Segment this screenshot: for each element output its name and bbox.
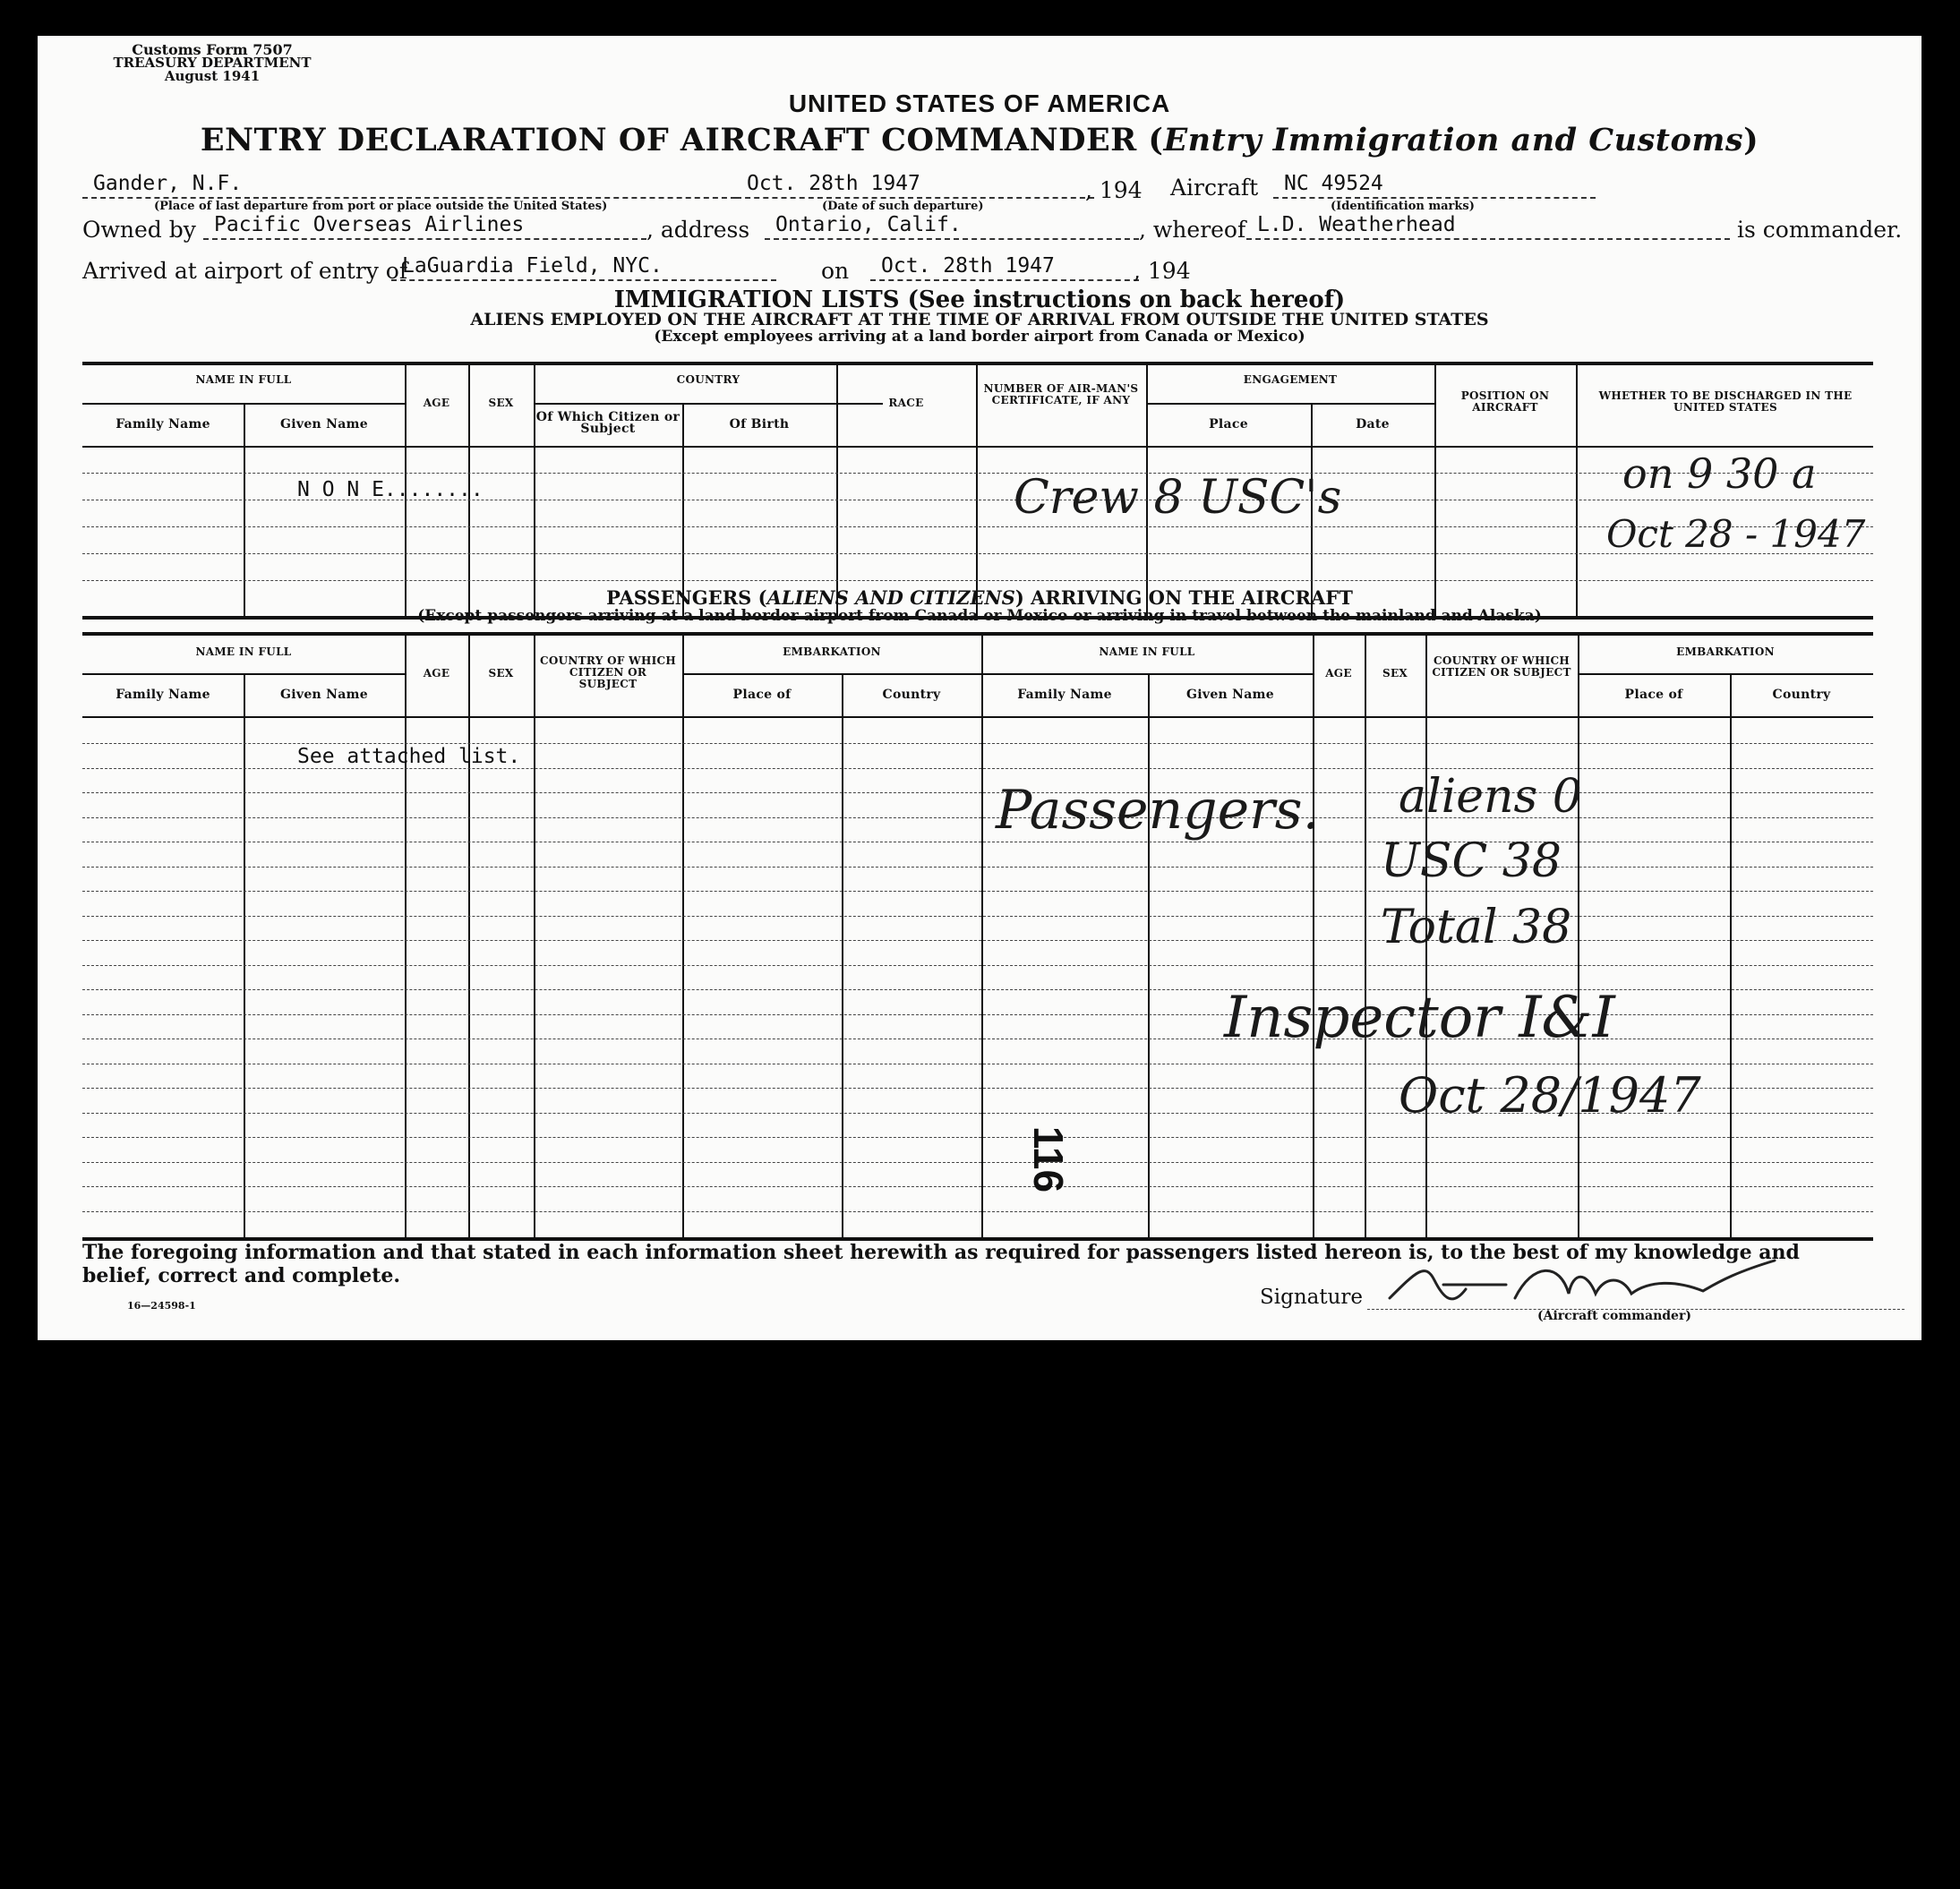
handwritten-total-count: Total 38 xyxy=(1381,901,1572,954)
title-end: ) xyxy=(1743,122,1759,158)
departure-port-field xyxy=(82,170,736,199)
passenger-embark-group-line xyxy=(682,673,1015,675)
passenger-header-name-in-full: NAME IN FULL xyxy=(195,645,292,658)
passenger-row-line xyxy=(82,792,1873,793)
address-label: , address xyxy=(646,217,750,243)
departure-date-field xyxy=(736,170,1094,199)
aircraft-marks-value: NC 49524 xyxy=(1284,172,1383,195)
title-main: ENTRY DECLARATION OF AIRCRAFT COMMANDER ( xyxy=(200,122,1164,158)
handwritten-aliens-count: aliens 0 xyxy=(1399,770,1582,824)
immigration-subheading: ALIENS EMPLOYED ON THE AIRCRAFT AT THE TIME OF ARRIVAL FROM OUTSIDE THE UNITED STATES xyxy=(470,310,1489,329)
owner-value: Pacific Overseas Airlines xyxy=(214,213,525,236)
crew-handwritten-time: on 9 30 a xyxy=(1622,449,1817,498)
passenger-header-given-name: Given Name xyxy=(280,688,368,702)
immigration-heading: IMMIGRATION LISTS (See instructions on back hereof) xyxy=(613,286,1346,313)
print-code: 16—24598-1 xyxy=(127,1300,196,1312)
passengers-heading-post: ) ARRIVING ON THE AIRCRAFT xyxy=(1014,586,1353,609)
aircraft-marks-caption: (Identification marks) xyxy=(1331,200,1475,213)
crew-table-header-border xyxy=(82,446,1873,448)
passenger-embark-group-line-2 xyxy=(1578,673,1873,675)
crew-header-place: Place xyxy=(1209,417,1248,432)
passenger-row-line xyxy=(82,940,1873,941)
is-commander-label: is commander. xyxy=(1737,217,1903,243)
passenger-header-country: Country xyxy=(882,688,941,702)
year-prefix-1-text: 194 xyxy=(1099,177,1143,203)
stamped-number: 116 xyxy=(1025,1125,1073,1193)
crew-header-citizen: Of Which Citizen or Subject xyxy=(535,410,680,436)
crew-table-top-border xyxy=(82,362,1873,365)
passenger-col-divider xyxy=(842,673,843,1237)
address-field xyxy=(765,211,1139,240)
crew-header-given-name: Given Name xyxy=(280,417,368,432)
passenger-col-divider xyxy=(1578,632,1579,1237)
year-prefix-2-text: 194 xyxy=(1147,258,1191,284)
passenger-col-divider xyxy=(1365,632,1366,1237)
crew-header-name-in-full: NAME IN FULL xyxy=(195,373,292,386)
entry-declaration-document xyxy=(38,36,1921,1340)
commander-signature xyxy=(1381,1253,1793,1311)
crew-country-group-line xyxy=(534,403,883,405)
passenger-col-divider xyxy=(981,632,983,1237)
passenger-row-line xyxy=(82,916,1873,917)
crew-col-divider xyxy=(682,403,684,618)
country-heading: UNITED STATES OF AMERICA xyxy=(788,90,1171,117)
crew-header-engagement: ENGAGEMENT xyxy=(1243,373,1338,386)
passenger-header-given-name-2: Given Name xyxy=(1186,688,1274,702)
passenger-row-line xyxy=(82,1162,1873,1163)
aircraft-label: Aircraft xyxy=(1170,175,1259,201)
passenger-header-place-of-2: Place of xyxy=(1624,688,1683,702)
passenger-header-sex-2: SEX xyxy=(1382,667,1408,680)
title-italic: Entry Immigration and Customs xyxy=(1163,122,1744,158)
passenger-header-embarkation-2: EMBARKATION xyxy=(1676,645,1775,658)
crew-handwritten-note: Crew 8 USC's xyxy=(1014,471,1342,525)
declaration-text: The foregoing information and that stated in each information sheet herewith as required for passengers listed hereon is, to the best of my knowledge and belief, correct and complete. xyxy=(82,1241,1800,1287)
passenger-row-line xyxy=(82,817,1873,818)
passengers-heading xyxy=(38,586,1921,609)
passenger-col-divider xyxy=(682,632,684,1237)
crew-header-birth: Of Birth xyxy=(729,417,790,432)
address-value: Ontario, Calif. xyxy=(775,213,962,236)
crew-row-line xyxy=(82,473,1873,474)
passenger-row-line xyxy=(82,1137,1873,1138)
form-edition-date: August 1941 xyxy=(164,68,261,84)
passenger-row-line xyxy=(82,743,1873,744)
passenger-header-country-2: Country xyxy=(1772,688,1831,702)
signature-caption: (Aircraft commander) xyxy=(1537,1309,1691,1323)
whereof-label: , whereof xyxy=(1139,217,1246,243)
passenger-header-age-2: AGE xyxy=(1325,667,1352,680)
departure-date-value: Oct. 28th 1947 xyxy=(747,172,920,195)
passenger-col-divider xyxy=(405,632,407,1237)
passenger-col-divider xyxy=(534,632,535,1237)
signature-label: Signature xyxy=(1260,1286,1364,1309)
passengers-heading-pre: PASSENGERS ( xyxy=(606,586,767,609)
passengers-subheading: (Except passengers arriving at a land border airport from Canada or Mexico or arriving in travel between the mainland and Alaska) xyxy=(417,607,1542,625)
immigration-subheading-note: (Except employees arriving at a land border airport from Canada or Mexico) xyxy=(654,328,1305,346)
crew-col-divider xyxy=(244,403,245,618)
departure-port-caption: (Place of last departure from port or place outside the United States) xyxy=(154,200,608,213)
handwritten-inspection-date: Oct 28/1947 xyxy=(1399,1067,1701,1124)
crew-row-line xyxy=(82,553,1873,554)
passenger-table-header-border xyxy=(82,716,1873,718)
handwritten-usc-count: USC 38 xyxy=(1381,834,1562,888)
passenger-header-name-in-full-2: NAME IN FULL xyxy=(1099,645,1195,658)
departure-date-caption: (Date of such departure) xyxy=(822,200,984,213)
crew-handwritten-date: Oct 28 - 1947 xyxy=(1606,512,1866,556)
passenger-col-divider xyxy=(1148,673,1150,1237)
crew-none-entry: N O N E........ xyxy=(297,478,484,501)
passenger-col-divider xyxy=(1313,632,1314,1237)
customs-form-number: Customs Form 7507 xyxy=(132,41,293,58)
passenger-col-divider xyxy=(468,632,470,1237)
airport-value: LaGuardia Field, NYC. xyxy=(402,254,663,278)
crew-header-certificate: NUMBER OF AIR-MAN'S CERTIFICATE, IF ANY xyxy=(983,382,1139,406)
passenger-row-line xyxy=(82,965,1873,966)
owner-field xyxy=(203,211,646,240)
department-name: TREASURY DEPARTMENT xyxy=(113,55,312,71)
commander-field xyxy=(1246,211,1730,240)
arrival-date-field xyxy=(870,252,1139,281)
passenger-header-age: AGE xyxy=(423,667,450,680)
crew-header-discharged: WHETHER TO BE DISCHARGED IN THE UNITED STATES xyxy=(1598,389,1853,414)
document-title xyxy=(38,122,1921,158)
owned-by-label: Owned by xyxy=(82,217,196,243)
commander-value: L.D. Weatherhead xyxy=(1257,213,1456,236)
passenger-header-sex: SEX xyxy=(488,667,514,680)
airport-field xyxy=(391,252,776,281)
crew-header-date: Date xyxy=(1356,417,1390,432)
passenger-col-divider xyxy=(1730,673,1732,1237)
passenger-row-line xyxy=(82,1211,1873,1212)
passenger-table-top-border xyxy=(82,632,1873,636)
crew-header-country: COUNTRY xyxy=(676,373,740,386)
passenger-header-place-of: Place of xyxy=(732,688,792,702)
on-label: on xyxy=(821,258,850,284)
year-prefix-2: , 194 xyxy=(1134,258,1191,284)
crew-header-age: AGE xyxy=(423,397,450,409)
passenger-row-line xyxy=(82,867,1873,868)
passenger-row-line xyxy=(82,1186,1873,1187)
crew-row-line xyxy=(82,526,1873,527)
crew-header-position: POSITION ON AIRCRAFT xyxy=(1460,389,1550,414)
handwritten-passengers: Passengers. xyxy=(996,779,1320,842)
passenger-attached-entry: See attached list. xyxy=(297,745,521,768)
crew-header-family-name: Family Name xyxy=(116,417,210,432)
passengers-heading-italic: ALIENS AND CITIZENS xyxy=(766,586,1015,609)
departure-port-value: Gander, N.F. xyxy=(93,172,243,195)
crew-header-race: RACE xyxy=(888,397,924,409)
year-prefix-1: , 194 xyxy=(1085,177,1143,203)
passenger-header-citizen: COUNTRY OF WHICH CITIZEN OR SUBJECT xyxy=(540,654,676,690)
crew-row-line xyxy=(82,580,1873,581)
passenger-header-family-name-2: Family Name xyxy=(1017,688,1112,702)
passenger-name-group-line-2 xyxy=(981,673,1313,675)
passenger-header-family-name: Family Name xyxy=(116,688,210,702)
crew-engagement-group-line xyxy=(1146,403,1434,405)
passenger-header-citizen-2: COUNTRY OF WHICH CITIZEN OR SUBJECT xyxy=(1432,654,1571,679)
aircraft-marks-field xyxy=(1273,170,1596,199)
passenger-header-embarkation: EMBARKATION xyxy=(783,645,881,658)
arrival-date-value: Oct. 28th 1947 xyxy=(881,254,1055,278)
passenger-col-divider xyxy=(244,673,245,1237)
handwritten-inspector: Inspector I&I xyxy=(1224,985,1615,1051)
form-identifier xyxy=(82,43,342,83)
crew-header-sex: SEX xyxy=(488,397,514,409)
arrived-label: Arrived at airport of entry of xyxy=(82,258,408,284)
passenger-row-line xyxy=(82,891,1873,892)
